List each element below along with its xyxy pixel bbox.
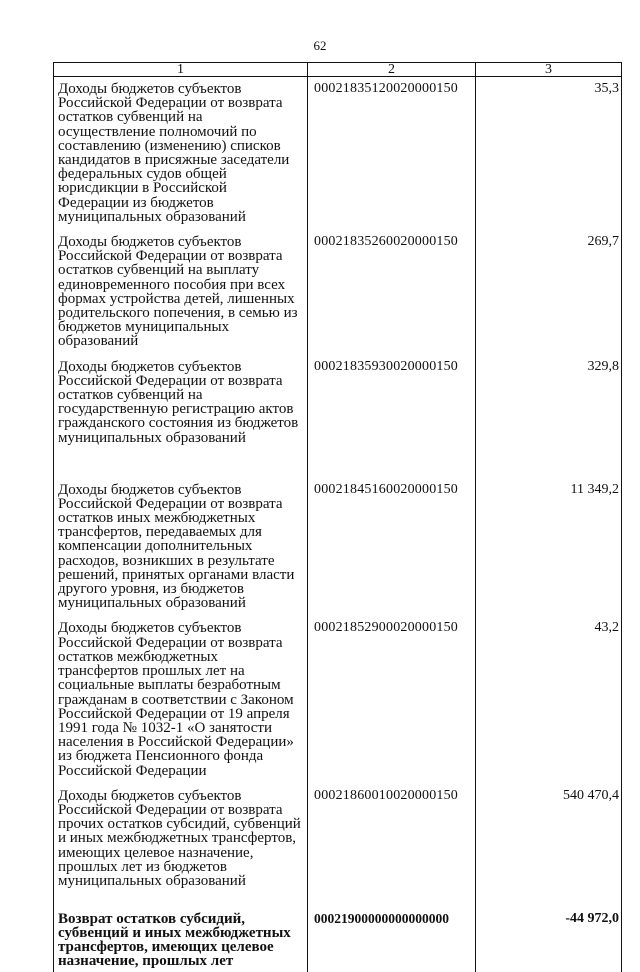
row-code: 00021835930020000150: [308, 355, 476, 478]
row-description: Доходы бюджетов субъектов Российской Федерации от возврата остатков субвенций на государственную регистрацию актов гражданского состояния из бюджетов муниципальных образований: [54, 355, 308, 478]
row-code: 00021835120020000150: [308, 77, 476, 231]
column-header-1: 1: [54, 63, 308, 77]
table-row: [54, 355, 622, 478]
row-amount: 35,3: [476, 77, 622, 231]
table-header: [54, 63, 622, 77]
row-amount: 11 349,2: [476, 478, 622, 617]
table-row: [54, 616, 622, 783]
row-description: Доходы бюджетов субъектов Российской Федерации от возврата остатков субвенций на выплату единовременного пособия при всех формах устройства детей, лишенных родительского попечения, в семью из бюджетов муниципальных образований: [54, 230, 308, 355]
table-row: [54, 77, 622, 231]
column-header-2: 2: [308, 63, 476, 77]
header-row: [54, 63, 622, 77]
row-code: 00021860010020000150: [308, 784, 476, 907]
row-description: Доходы бюджетов субъектов Российской Федерации от возврата остатков межбюджетных трансфертов прошлых лет на социальные выплаты безработным гражданам в соответствии с Законом Российской Федерации от 19 апреля 1991 года № 1032-1 «О занятости населения в Российской Федерации» из бюджета Пенсионного фонда Российской Федерации: [54, 616, 308, 783]
row-amount: 329,8: [476, 355, 622, 478]
column-header-3: 3: [476, 63, 622, 77]
row-code: 00021835260020000150: [308, 230, 476, 355]
page-number: 62: [313, 38, 327, 53]
table-body: [54, 77, 622, 972]
revenue-table: [53, 62, 622, 972]
row-description: Доходы бюджетов субъектов Российской Федерации от возврата остатков субвенций на осуществление полномочий по составлению (изменению) списков кандидатов в присяжные заседатели федеральных судов общей юрисдикции в Российской Федерации из бюджетов муниципальных образований: [54, 77, 308, 231]
row-description: Доходы бюджетов субъектов Российской Федерации от возврата прочих остатков субсидий, субвенций и иных межбюджетных трансфертов, имеющих целевое назначение, прошлых лет из бюджетов муниципальных образований: [54, 784, 308, 907]
table-row: [54, 478, 622, 617]
row-amount: 269,7: [476, 230, 622, 355]
table-row-total: [54, 907, 622, 972]
row-amount: -44 972,0: [476, 907, 622, 972]
row-description: Возврат остатков субсидий, субвенций и иных межбюджетных трансфертов, имеющих целевое назначение, прошлых лет: [54, 907, 308, 972]
row-amount: 43,2: [476, 616, 622, 783]
table-row: [54, 784, 622, 907]
row-code: 00021845160020000150: [308, 478, 476, 617]
row-amount: 540 470,4: [476, 784, 622, 907]
row-code: 00021852900020000150: [308, 616, 476, 783]
row-description: Доходы бюджетов субъектов Российской Федерации от возврата остатков иных межбюджетных трансфертов, передаваемых для компенсации дополнительных расходов, возникших в результате решений, принятых органами власти другого уровня, из бюджетов муниципальных образований: [54, 478, 308, 617]
table-row: [54, 230, 622, 355]
row-code: 00021900000000000000: [308, 907, 476, 972]
